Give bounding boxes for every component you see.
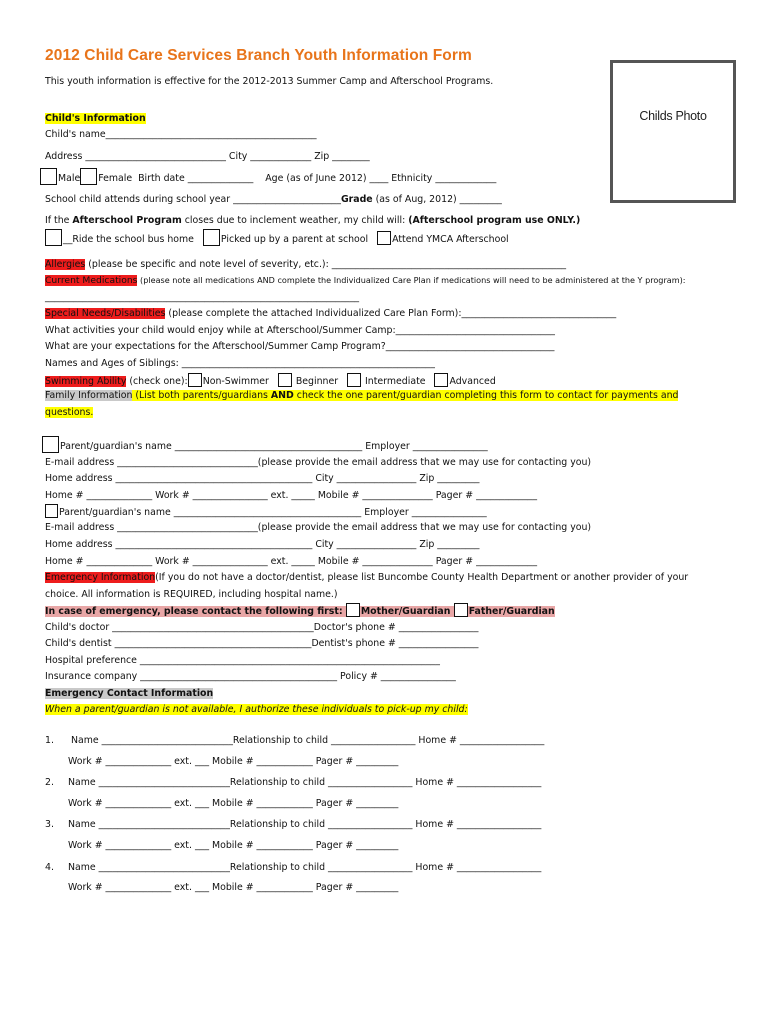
picked-up-label: Picked up by a parent at school [220,234,369,245]
non-swimmer-checkbox[interactable] [188,373,202,387]
activities-field[interactable]: What activities your child would enjoy while at Afterschool/Summer Camp:__________________________________ [45,325,555,336]
child-name-field[interactable]: Child's name_____________________________________________ [45,129,317,140]
contact3-row1[interactable]: Name ____________________________Relationship to child __________________ Home # __________________ [68,819,542,830]
attend-ymca-label: Attend YMCA Afterschool [392,234,509,245]
form-title: 2012 Child Care Services Branch Youth Information Form [45,47,472,64]
father-guardian-checkbox[interactable] [454,603,468,617]
school-grade-row[interactable]: School child attends during school year _______________________Grade (as of Aug, 2012) _________ [45,194,502,205]
family-information-line2: questions. [45,407,94,418]
childs-dentist-field[interactable]: Child's dentist __________________________________________Dentist's phone # _________________ [45,638,479,649]
ride-bus-label: __Ride the school bus home [63,234,194,245]
age-ethnicity-field[interactable]: Age (as of June 2012) ____ Ethnicity _____________ [265,173,497,184]
authorize-pickup-text: When a parent/guardian is not available, I authorize these individuals to pick-up my child: [45,704,468,715]
parent2-contact-checkbox[interactable] [45,504,58,518]
emergency-contact-heading: Emergency Contact Information [45,688,214,699]
contact1-row1[interactable]: Name ____________________________Relationship to child __________________ Home # __________________ [71,735,545,746]
contact2-num: 2. [45,777,54,788]
family-information-row: Family Information (List both parents/guardians AND check the one parent/guardian completing this form to contact for payments and [45,390,679,401]
insurance-company-field[interactable]: Insurance company __________________________________________ Policy # ________________ [45,671,456,682]
allergies-label: Allergies [45,259,86,270]
parent2-name-row[interactable]: Parent/guardian's name ________________________________________ Employer ________________ [45,504,487,519]
form-subtitle: This youth information is effective for the 2012-2013 Summer Camp and Afterschool Programs. [45,76,494,87]
parent2-phones-field[interactable]: Home # ______________ Work # ________________ ext. _____ Mobile # _______________ Pager # _____________ [45,556,538,567]
contact2-row1[interactable]: Name ____________________________Relationship to child __________________ Home # __________________ [68,777,542,788]
emergency-information-label: Emergency Information [45,572,156,583]
contact3-num: 3. [45,819,54,830]
contact4-row2[interactable]: Work # ______________ ext. ___ Mobile # ____________ Pager # _________ [68,882,399,893]
medications-line[interactable]: ___________________________________________________________________ [45,292,360,303]
siblings-field[interactable]: Names and Ages of Siblings: ______________________________________________________ [45,358,435,369]
male-checkbox[interactable] [40,168,57,185]
emergency-information-line2: choice. All information is REQUIRED, including hospital name.) [45,589,338,600]
hospital-preference-field[interactable]: Hospital preference ________________________________________________________________ [45,655,440,666]
child-photo-box [610,60,736,203]
child-address-field[interactable]: Address ______________________________ City _____________ Zip ________ [45,151,370,162]
special-needs-label: Special Needs/Disabilities [45,308,166,319]
parent1-contact-checkbox[interactable] [42,436,59,453]
contact2-row2[interactable]: Work # ______________ ext. ___ Mobile # ____________ Pager # _________ [68,798,399,809]
medications-row: Current Medications (please note all medications AND complete the Individualized Care Plan if medications will need to be administered at the Y program): [45,275,686,286]
swimming-row: Swimming Ability (check one): Non-Swimmer Beginner Intermediate Advanced [45,373,496,388]
weather-options-row [45,229,509,246]
birth-date-field[interactable]: Birth date ______________ [138,173,254,184]
childs-information-heading: Child's Information [45,113,146,124]
male-label: Male [58,173,81,184]
mother-guardian-checkbox[interactable] [346,603,360,617]
expectations-field[interactable]: What are your expectations for the Afterschool/Summer Camp Program?____________________________________ [45,341,555,352]
allergies-row[interactable]: Allergies (please be specific and note level of severity, etc.): __________________________________________________ [45,259,567,270]
parent1-name-row[interactable]: Parent/guardian's name ________________________________________ Employer ________________ [42,436,488,453]
ride-bus-checkbox[interactable] [45,229,62,246]
inclement-weather-row: If the Afterschool Program closes due to inclement weather, my child will: (Afterschool program use ONLY.) [45,215,581,226]
attend-ymca-checkbox[interactable] [377,231,391,245]
female-checkbox[interactable] [80,168,97,185]
special-needs-row[interactable]: Special Needs/Disabilities (please complete the attached Individualized Care Plan Form):_________________________________ [45,308,617,319]
contact4-row1[interactable]: Name ____________________________Relationship to child __________________ Home # __________________ [68,862,542,873]
picked-up-checkbox[interactable] [203,229,220,246]
female-label: Female [98,173,133,184]
contact4-num: 4. [45,862,54,873]
contact-first-row: In case of emergency, please contact the following first: Mother/Guardian Father/Guardian [45,603,555,618]
advanced-checkbox[interactable] [434,373,448,387]
swimming-label: Swimming Ability [45,376,127,387]
beginner-checkbox[interactable] [278,373,292,387]
child-gender-birth-row [40,168,496,185]
parent1-email-field[interactable]: E-mail address ______________________________(please provide the email address that we may use for contacting you) [45,457,592,468]
medications-label: Current Medications [45,275,138,286]
parent2-email-field[interactable]: E-mail address ______________________________(please provide the email address that we may use for contacting you) [45,522,592,533]
parent1-home-address-field[interactable]: Home address __________________________________________ City _________________ Zip _________ [45,473,480,484]
parent1-phones-field[interactable]: Home # ______________ Work # ________________ ext. _____ Mobile # _______________ Pager # _____________ [45,490,538,501]
child-photo-label: Childs Photo [639,109,707,123]
emergency-information-row: Emergency Information(If you do not have a doctor/dentist, please list Buncombe County Health Department or another provider of your [45,572,689,583]
intermediate-checkbox[interactable] [347,373,361,387]
childs-doctor-field[interactable]: Child's doctor ___________________________________________Doctor's phone # _________________ [45,622,479,633]
contact1-row2[interactable]: Work # ______________ ext. ___ Mobile # ____________ Pager # _________ [68,756,399,767]
parent2-home-address-field[interactable]: Home address __________________________________________ City _________________ Zip _________ [45,539,480,550]
family-information-label: Family Information [45,390,133,401]
contact3-row2[interactable]: Work # ______________ ext. ___ Mobile # ____________ Pager # _________ [68,840,399,851]
contact1-num: 1. [45,735,54,746]
